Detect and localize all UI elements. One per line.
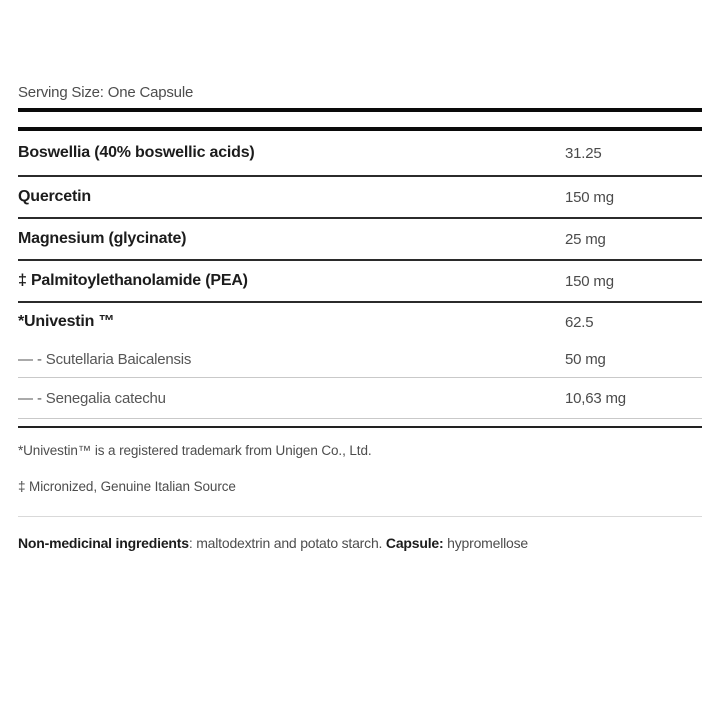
- table-row-senegalia: [18, 378, 702, 419]
- footnote-divider: [18, 516, 702, 517]
- table-row-boswellia: [18, 131, 702, 177]
- table-row-quercetin: [18, 177, 702, 219]
- dash-prefix: —: [18, 350, 33, 368]
- ingredient-amount: 10,63 mg: [565, 389, 626, 407]
- micronized-footnote: ‡ Micronized, Genuine Italian Source: [18, 479, 236, 494]
- serving-size-label: Serving Size: One Capsule: [18, 84, 194, 101]
- table-end-rule: [18, 426, 702, 428]
- non-medicinal-line: [18, 535, 702, 552]
- table-row-pea: [18, 261, 702, 303]
- ingredient-name: *Univestin ™: [18, 313, 115, 330]
- ingredient-name: ‡ Palmitoylethanolamide (PEA): [18, 272, 248, 289]
- non-medicinal-label: Non-medicinal ingredients: [18, 535, 189, 551]
- ingredient-amount: 62.5: [565, 313, 594, 331]
- ingredient-name: Quercetin: [18, 188, 91, 205]
- non-medicinal-ingredients: maltodextrin and potato starch.: [196, 535, 386, 551]
- non-medicinal-separator: :: [188, 535, 197, 551]
- ingredient-name: Boswellia (40% boswellic acids): [18, 144, 255, 161]
- trademark-footnote: *Univestin™ is a registered trademark from Unigen Co., Ltd.: [18, 443, 372, 458]
- ingredient-amount: 25 mg: [565, 230, 606, 248]
- ingredient-amount: 50 mg: [565, 350, 606, 368]
- table-row-magnesium: [18, 219, 702, 261]
- ingredient-amount: 150 mg: [565, 188, 614, 206]
- sub-ingredient-name: - Scutellaria Baicalensis: [37, 350, 192, 368]
- label-content: [18, 0, 702, 552]
- dash-prefix: —: [18, 389, 33, 407]
- ingredient-amount: 150 mg: [565, 272, 614, 290]
- table-row-scutellaria: [18, 341, 702, 378]
- sub-ingredient-name: - Senegalia catechu: [37, 389, 166, 407]
- top-rule-1: [18, 108, 702, 112]
- ingredient-name: Magnesium (glycinate): [18, 230, 187, 247]
- capsule-ingredient: hypromellose: [443, 535, 529, 551]
- capsule-label: Capsule:: [385, 535, 444, 551]
- table-row-univestin: [18, 303, 702, 341]
- ingredient-amount: 31.25: [565, 144, 602, 162]
